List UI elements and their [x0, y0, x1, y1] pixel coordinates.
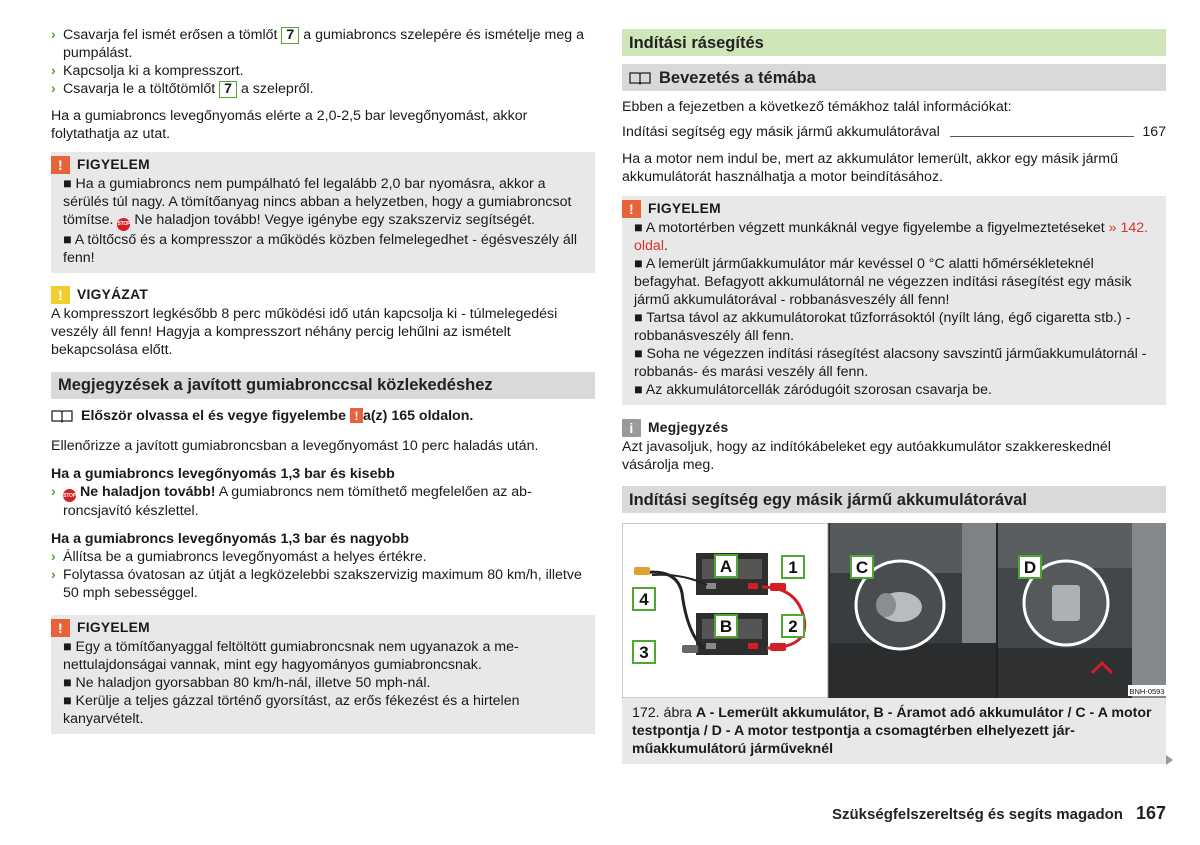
- left-column: [51, 26, 595, 734]
- label-d: [1019, 556, 1041, 578]
- page-number: 167: [1136, 803, 1167, 823]
- chevron-right-icon: ›: [51, 63, 56, 79]
- label-1: [782, 556, 804, 578]
- toc-entry: Indítási segítség egy másik jármű akkumulátorával 167: [622, 124, 1166, 140]
- section-heading: Indítási segítség egy másik jármű akkumulátorával: [622, 486, 1166, 513]
- info-icon: i: [622, 419, 641, 437]
- label-2: [782, 615, 804, 637]
- jump-start-illustration: [622, 523, 1166, 698]
- warning-item: ■ Ne haladjon gyorsabban 80 km/h-nál, illetve 50 mph-nál.: [63, 675, 431, 691]
- warning-item: ■ Tartsa távol az akkumulátorokat tűzforrásoktól (nyílt láng, égő cigaretta stb.) - robbanásveszély áll fenn.: [634, 310, 1131, 344]
- warning-icon: !: [622, 200, 641, 218]
- warning-icon: !: [51, 619, 70, 637]
- caution-title: VIGYÁZAT: [77, 286, 149, 302]
- label-4: [633, 588, 655, 610]
- paragraph: Ebben a fejezetben a következő témákhoz talál információkat:: [622, 99, 1012, 115]
- warning-title: FIGYELEM: [77, 157, 150, 172]
- warning-icon: !: [350, 408, 363, 423]
- intro-heading: Bevezetés a témába: [622, 64, 1166, 91]
- svg-text:B: B: [719, 617, 733, 636]
- warning-item: ■ Az akkumulátorcellák záródugóit szorosan csavarja be.: [634, 382, 992, 398]
- warning-header: [622, 200, 1154, 218]
- paragraph: Ha a gumiabroncs levegőnyomás elérte a 2,0-2,5 bar levegőnyomást, akkor folytathatja az utat.: [51, 108, 528, 142]
- warning-box: [51, 152, 595, 273]
- svg-text:A: A: [719, 557, 733, 576]
- intro-reference: Először olvassa el és vegye figyelembe ! a(z) 165 oldalon.: [51, 407, 595, 425]
- warning-item: ■ Kerülje a teljes gázzal történő gyorsítást, az erős fékezést és a hirtelen kanyarvételt.: [63, 693, 520, 727]
- section-heading: Megjegyzések a javított gumiabronccsal közlekedéshez: [51, 372, 595, 399]
- warning-item: ■ A motortérben végzett munkáknál vegye figyelembe a figyelmeztetéseket » 142. oldal.: [634, 220, 1149, 254]
- note-header: [622, 419, 1166, 437]
- subheading: Ha a gumiabroncs levegőnyomás 1,3 bar és nagyobb: [51, 531, 409, 547]
- step-item: › Kapcsolja ki a kompresszort.: [51, 63, 244, 79]
- next-page-arrow-icon: [1166, 755, 1173, 765]
- warning-box: [51, 615, 595, 734]
- footer-section-title: Szükségfelszereltség és segíts magadon: [832, 806, 1123, 823]
- step-item: › Csavarja le a töltőtömlőt 7 a szelepről.: [51, 81, 314, 97]
- page-link[interactable]: » 142. oldal: [634, 220, 1149, 254]
- paragraph: Ha a motor nem indul be, mert az akkumulátor lemerült, akkor egy másik jármű akkumulátorát használhatja a motor beindításához.: [622, 151, 1118, 185]
- book-icon: [51, 409, 73, 423]
- note-block: [622, 419, 1166, 474]
- caution-block: [51, 286, 595, 359]
- warning-item: ■ Egy a tömítőanyaggal feltöltött gumiabroncsnak nem ugyanazok a menettulajdonságai vannak, mint egy hagyományos gumiabroncsnak.: [63, 639, 519, 673]
- jump-start-figure: [622, 523, 1166, 698]
- chapter-heading: Indítási rásegítés: [622, 29, 1166, 56]
- chevron-right-icon: ›: [51, 567, 56, 583]
- chevron-right-icon: ›: [51, 81, 56, 97]
- warning-item: ■ Soha ne végezzen indítási rásegítést alacsony savszintű járműakkumulátornál - robbanás- és marási veszély áll fenn.: [634, 346, 1147, 380]
- warning-header: [51, 619, 583, 637]
- subheading: Ha a gumiabroncs levegőnyomás 1,3 bar és kisebb: [51, 465, 395, 482]
- svg-text:D: D: [1023, 558, 1037, 577]
- paragraph: Ellenőrizze a javított gumiabroncsban a levegőnyomást 10 perc haladás után.: [51, 437, 539, 454]
- reference-number: 7: [219, 81, 237, 98]
- label-b: [715, 615, 737, 637]
- step-item: › Állítsa be a gumiabroncs levegőnyomást a helyes értékre.: [51, 549, 427, 565]
- svg-text:4: 4: [639, 590, 649, 609]
- note-text: Azt javasoljuk, hogy az indítókábeleket egy autóakkumulátor szakkereskednél vásárolja meg.: [622, 439, 1111, 473]
- svg-text:1: 1: [788, 558, 798, 577]
- svg-text:C: C: [855, 558, 869, 577]
- warning-header: [51, 156, 583, 174]
- caution-header: [51, 286, 595, 304]
- chevron-right-icon: ›: [51, 549, 56, 565]
- warning-item: ■ Ha a gumiabroncs nem pumpálható fel legalább 2,0 bar nyomásra, akkor a sérülés túl nagy. A tömítőanyag nincs abban a helyzetben, hogy a gumiabroncsot tömítse. STOP Ne haladjon tovább! Vegye igénybe egy szakszerviz segítségét.: [63, 175, 583, 231]
- chevron-right-icon: ›: [51, 27, 56, 43]
- chevron-right-icon: ›: [51, 483, 56, 500]
- step-item: › STOP Ne haladjon tovább! A gumiabroncs nem tömíthető megfelelően az abroncsjavító készlettel.: [51, 483, 532, 519]
- warning-box: [622, 196, 1166, 405]
- warning-icon: !: [51, 156, 70, 174]
- note-title: Megjegyzés: [648, 420, 729, 435]
- figure-code: BNH-0593: [1129, 687, 1165, 696]
- warning-title: FIGYELEM: [648, 201, 721, 216]
- stop-icon: STOP: [117, 218, 130, 231]
- svg-text:2: 2: [788, 617, 798, 636]
- label-c: [851, 556, 873, 578]
- warning-item: ■ A lemerült járműakkumulátor már kevéssel 0 °C alatti hőmérsékleteknél befagyhat. Befagyott akkumulátornál ne végezzen indítási rásegítést egy másik jármű akkumulátorával - robbanásveszély áll fenn!: [634, 256, 1132, 308]
- label-a: [715, 555, 737, 577]
- reference-number: 7: [281, 27, 299, 44]
- stop-icon: STOP: [63, 489, 76, 502]
- warning-title: FIGYELEM: [77, 620, 150, 635]
- label-3: [633, 641, 655, 663]
- warning-item: ■ A töltőcső és a kompresszor a működés közben felmelegedhet - égésveszély áll fenn!: [63, 231, 578, 266]
- toc-leader: [950, 136, 1135, 137]
- book-icon: [629, 71, 651, 85]
- right-column: [622, 29, 1166, 764]
- step-item: › Folytassa óvatosan az útját a legközelebbi szakszervizig maximum 80 km/h, illetve 50 mph sebességgel.: [51, 567, 582, 601]
- step-item: › Csavarja fel ismét erősen a tömlőt 7 a gumiabroncs szelepére és ismételje meg a pumpálást.: [51, 27, 584, 61]
- caution-text: A kompresszort legkésőbb 8 perc működési idő után kapcsolja ki - túlmelegedési veszély áll fenn! Hagyja a kompresszort néhány percig lehűlni az ismételt bekapcsolása előtt.: [51, 305, 558, 358]
- figure-caption: 172. ábra A - Lemerült akkumulátor, B - Áramot adó akkumulátor / C - A motor testpontja / D - A motor testpontja a csomagtérben elhelyezett járműakkumulátorú járműveknél: [622, 698, 1166, 764]
- caution-icon: !: [51, 286, 70, 304]
- svg-text:3: 3: [639, 643, 649, 662]
